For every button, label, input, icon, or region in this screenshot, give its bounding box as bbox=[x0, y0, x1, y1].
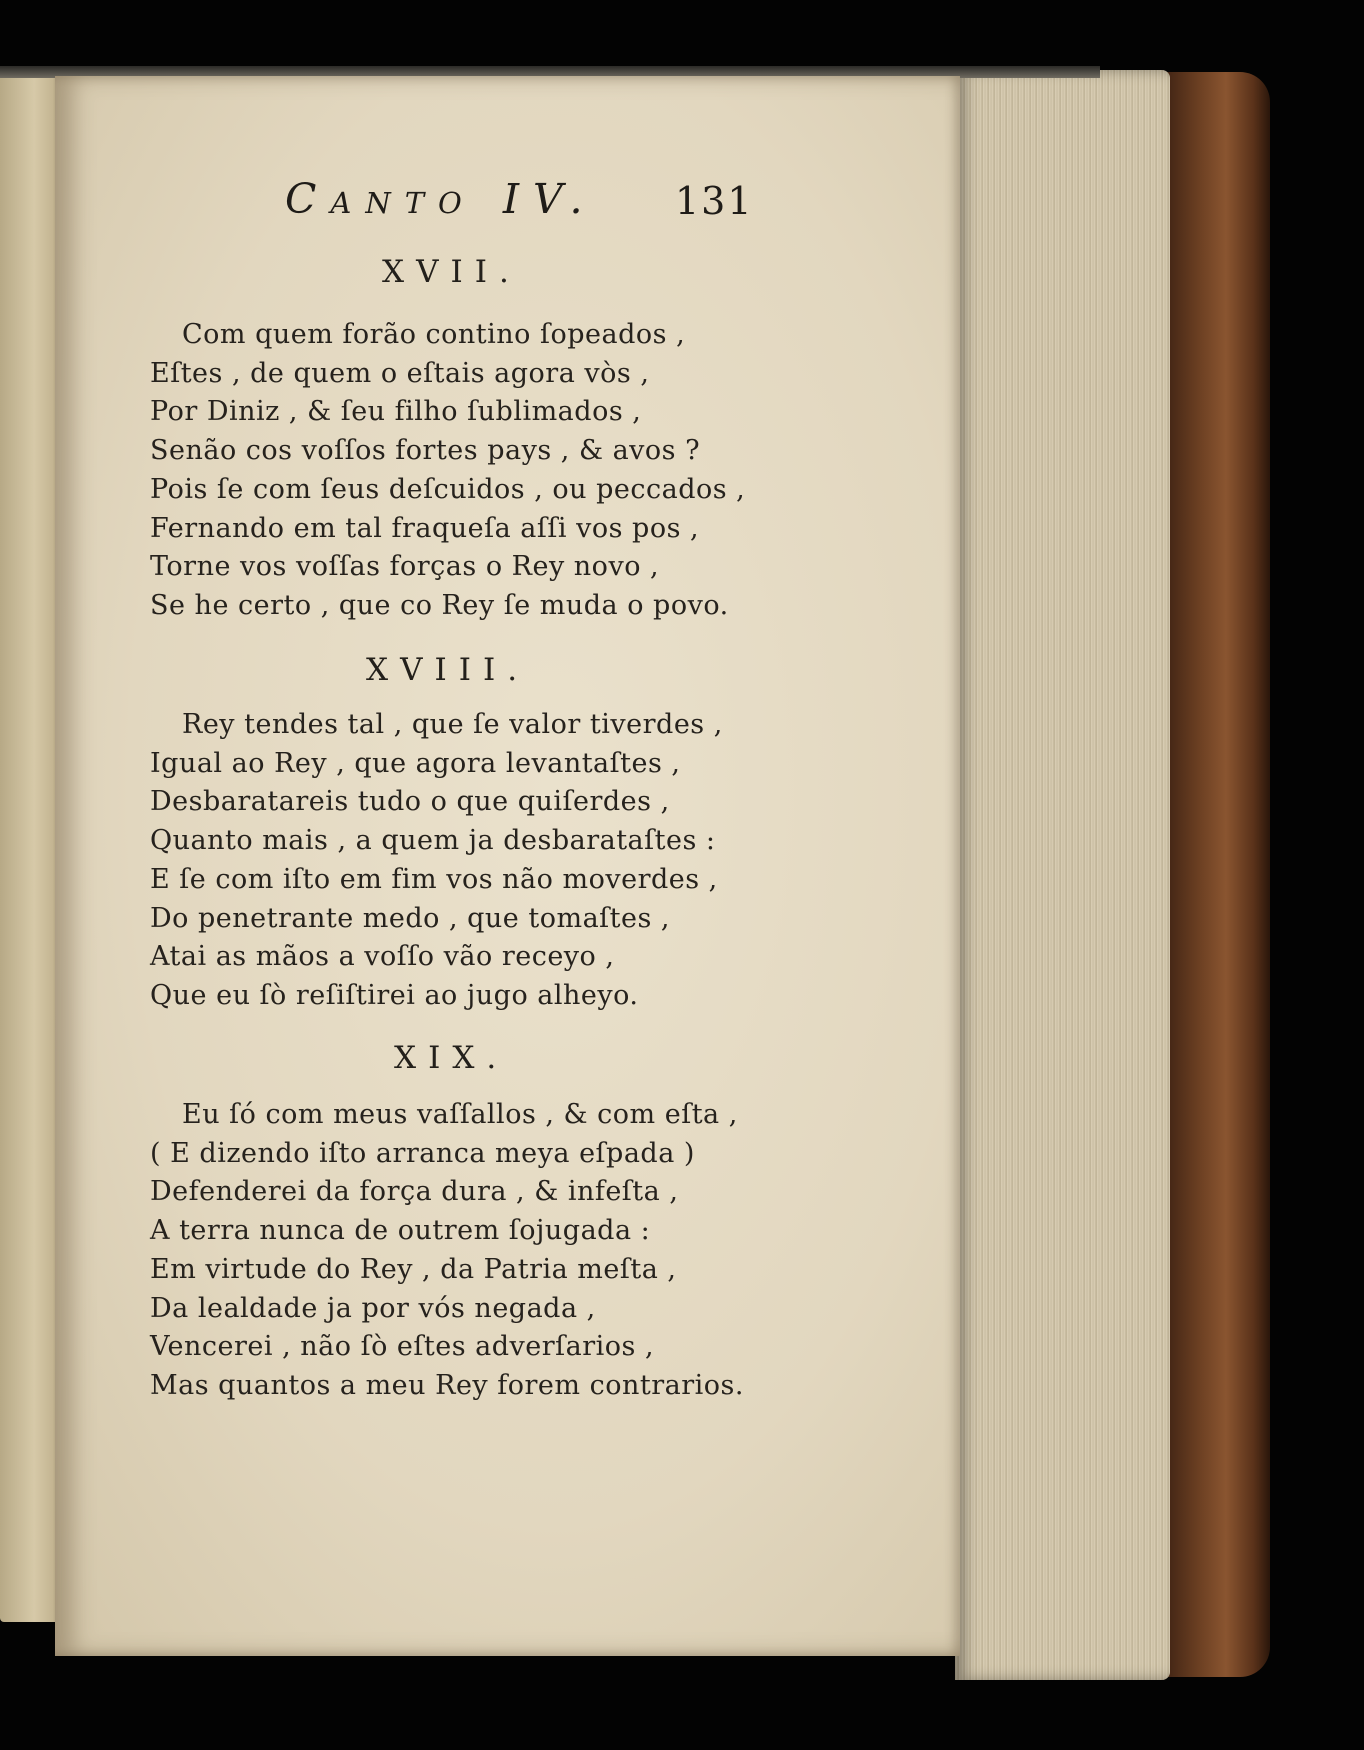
stanza-xvii bbox=[150, 316, 850, 626]
running-head bbox=[0, 175, 760, 225]
stanza-number: XVII. bbox=[382, 254, 521, 290]
verse-line: Se he certo , que co Rey ſe muda o povo. bbox=[150, 589, 729, 621]
verse-line: Eſtes , de quem o eſtais agora vòs , bbox=[150, 357, 650, 389]
verse-line: Da lealdade ja por vós negada , bbox=[150, 1292, 596, 1324]
verse-line: Eu ſó com meus vaſſallos , & com eſta , bbox=[182, 1099, 738, 1130]
page-number: 131 bbox=[675, 179, 754, 223]
verse-line: Quanto mais , a quem ja desbarataſtes : bbox=[150, 825, 716, 857]
verse-line: Com quem forão contino ſopeados , bbox=[182, 319, 686, 350]
verse-line: Mas quantos a meu Rey forem contrarios. bbox=[150, 1369, 744, 1401]
verse-line: A terra nunca de outrem ſojugada : bbox=[150, 1215, 651, 1247]
stanza-xviii bbox=[150, 706, 850, 1016]
verse-line: E ſe com iſto em fim vos não moverdes , bbox=[150, 863, 718, 895]
verse-line: Pois ſe com ſeus deſcuidos , ou peccados , bbox=[150, 473, 746, 505]
previous-page-edge bbox=[0, 72, 62, 1622]
verse-line: Do penetrante medo , que tomaſtes , bbox=[150, 902, 671, 934]
verse-line: Que eu ſò reſiſtirei ao jugo alheyo. bbox=[150, 979, 639, 1011]
stanza-number: XVIII. bbox=[366, 652, 530, 688]
verse-line: Vencerei , não ſò eſtes adverſarios , bbox=[150, 1331, 655, 1363]
verse-line: Igual ao Rey , que agora levantaſtes , bbox=[150, 747, 681, 779]
canto-title: Canto IV. bbox=[285, 175, 597, 223]
verse-line: Atai as mãos a voſſo vão receyo , bbox=[150, 941, 615, 973]
verse-line: Por Diniz , & ſeu filho ſublimados , bbox=[150, 396, 642, 428]
verse-line: Torne vos voſſas forças o Rey novo , bbox=[150, 551, 660, 583]
stanza-number: XIX. bbox=[394, 1040, 509, 1076]
verse-line: Rey tendes tal , que ſe valor tiverdes , bbox=[182, 709, 723, 740]
verse-line: ( E dizendo iſto arranca meya eſpada ) bbox=[150, 1137, 695, 1169]
verse-line: Fernando em tal fraqueſa aſſi vos pos , bbox=[150, 512, 700, 544]
verse-line: Defenderei da força dura , & infeſta , bbox=[150, 1176, 679, 1208]
verse-line: Em virtude do Rey , da Patria meſta , bbox=[150, 1253, 677, 1285]
stanza-xix bbox=[150, 1096, 850, 1406]
verse-line: Senão cos voſſos fortes pays , & avos ? bbox=[150, 435, 701, 467]
verse-line: Desbaratareis tudo o que quiſerdes , bbox=[150, 786, 670, 818]
leather-binding bbox=[1160, 72, 1270, 1677]
page-edges bbox=[955, 70, 1170, 1680]
